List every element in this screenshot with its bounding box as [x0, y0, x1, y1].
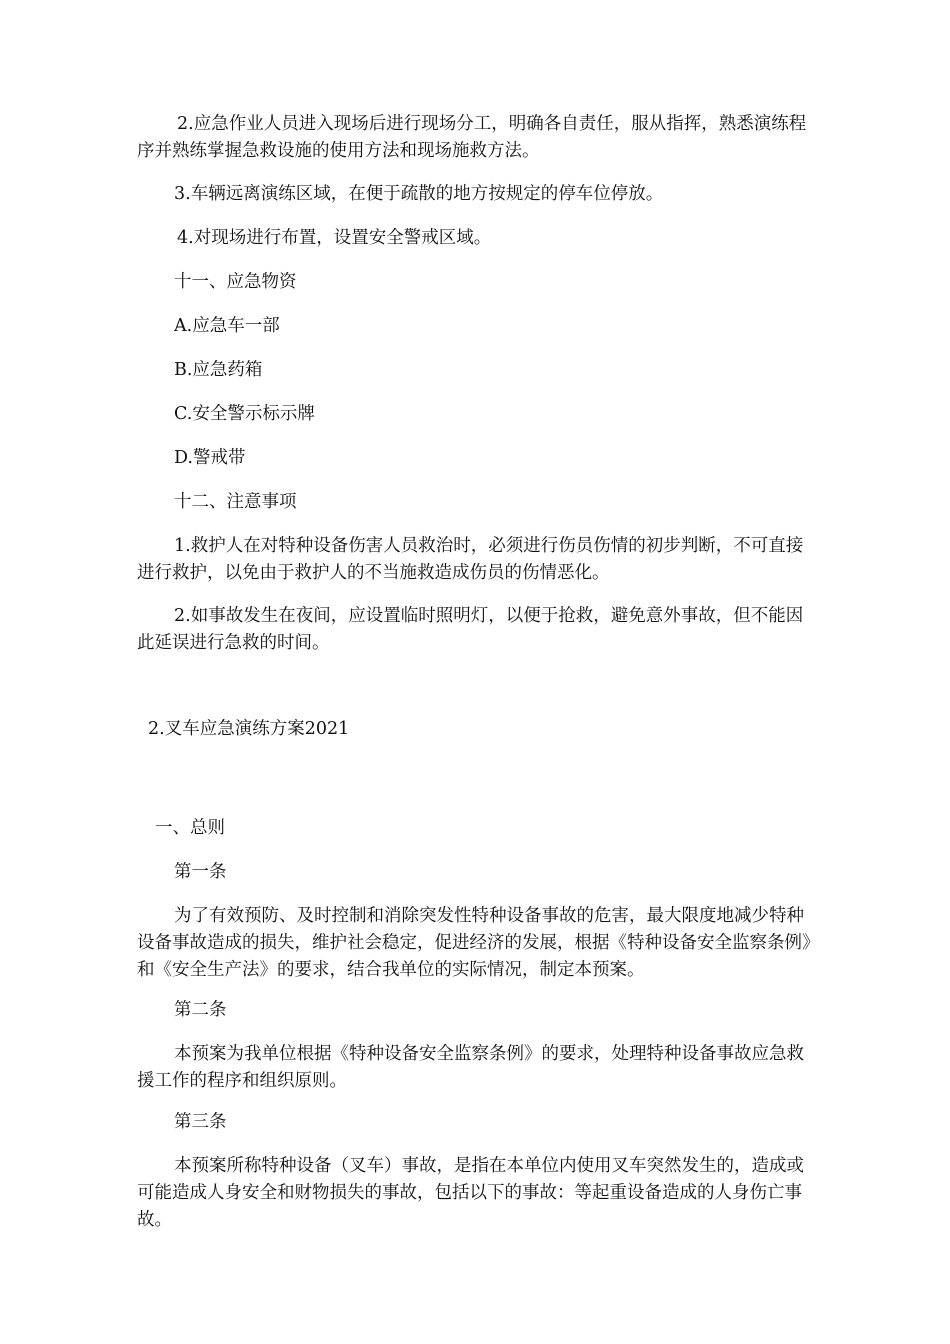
paragraph-article-3: 本预案所称特种设备（叉车）事故，是指在本单位内使用叉车突然发生的，造成或可能造成人身安全和财物损失的事故，包括以下的事故：等起重设备造成的人身伤亡事故。: [137, 1156, 804, 1230]
paragraph-step-2: 2.应急作业人员进入现场后进行现场分工，明确各自责任，服从指挥，熟悉演练程序并熟练掌握急救设施的使用方法和现场施救方法。: [137, 114, 807, 161]
paragraph-article-2: 本预案为我单位根据《特种设备安全监察条例》的要求，处理特种设备事故应急救援工作的程序和组织原则。: [137, 1044, 804, 1091]
paragraph-note-2: 2.如事故发生在夜间，应设置临时照明灯，以便于抢救，避免意外事故，但不能因此延误进行急救的时间。: [137, 606, 804, 653]
paragraph-step-3: 3.车辆远离演练区域，在便于疏散的地方按规定的停车位停放。: [174, 184, 664, 204]
article-heading-3: 第三条: [174, 1112, 227, 1132]
article-heading-2: 第二条: [174, 1000, 227, 1020]
paragraph-note-1: 1.救护人在对特种设备伤害人员救治时，必须进行伤员伤情的初步判断，不可直接进行救护，以免由于救护人的不当施救造成伤员的伤情恶化。: [137, 536, 804, 583]
section-heading-materials: 十一、应急物资: [174, 272, 297, 292]
section-heading-notes: 十二、注意事项: [174, 492, 297, 512]
paragraph-step-4: 4.对现场进行布置，设置安全警戒区域。: [177, 228, 492, 248]
section-heading-general: 一、总则: [155, 818, 225, 838]
list-item-d: D.警戒带: [174, 448, 246, 468]
list-item-a: A.应急车一部: [174, 316, 280, 336]
document-title: 2.叉车应急演练方案2021: [148, 719, 350, 739]
list-item-c: C.安全警示标示牌: [174, 404, 315, 424]
paragraph-article-1: 为了有效预防、及时控制和消除突发性特种设备事故的危害，最大限度地减少特种设备事故造成的损失，维护社会稳定，促进经济的发展，根据《特种设备安全监察条例》和《安全生产法》的要求，结合我单位的实际情况，制定本预案。: [137, 906, 811, 980]
list-item-b: B.应急药箱: [174, 360, 263, 380]
article-heading-1: 第一条: [174, 862, 227, 882]
